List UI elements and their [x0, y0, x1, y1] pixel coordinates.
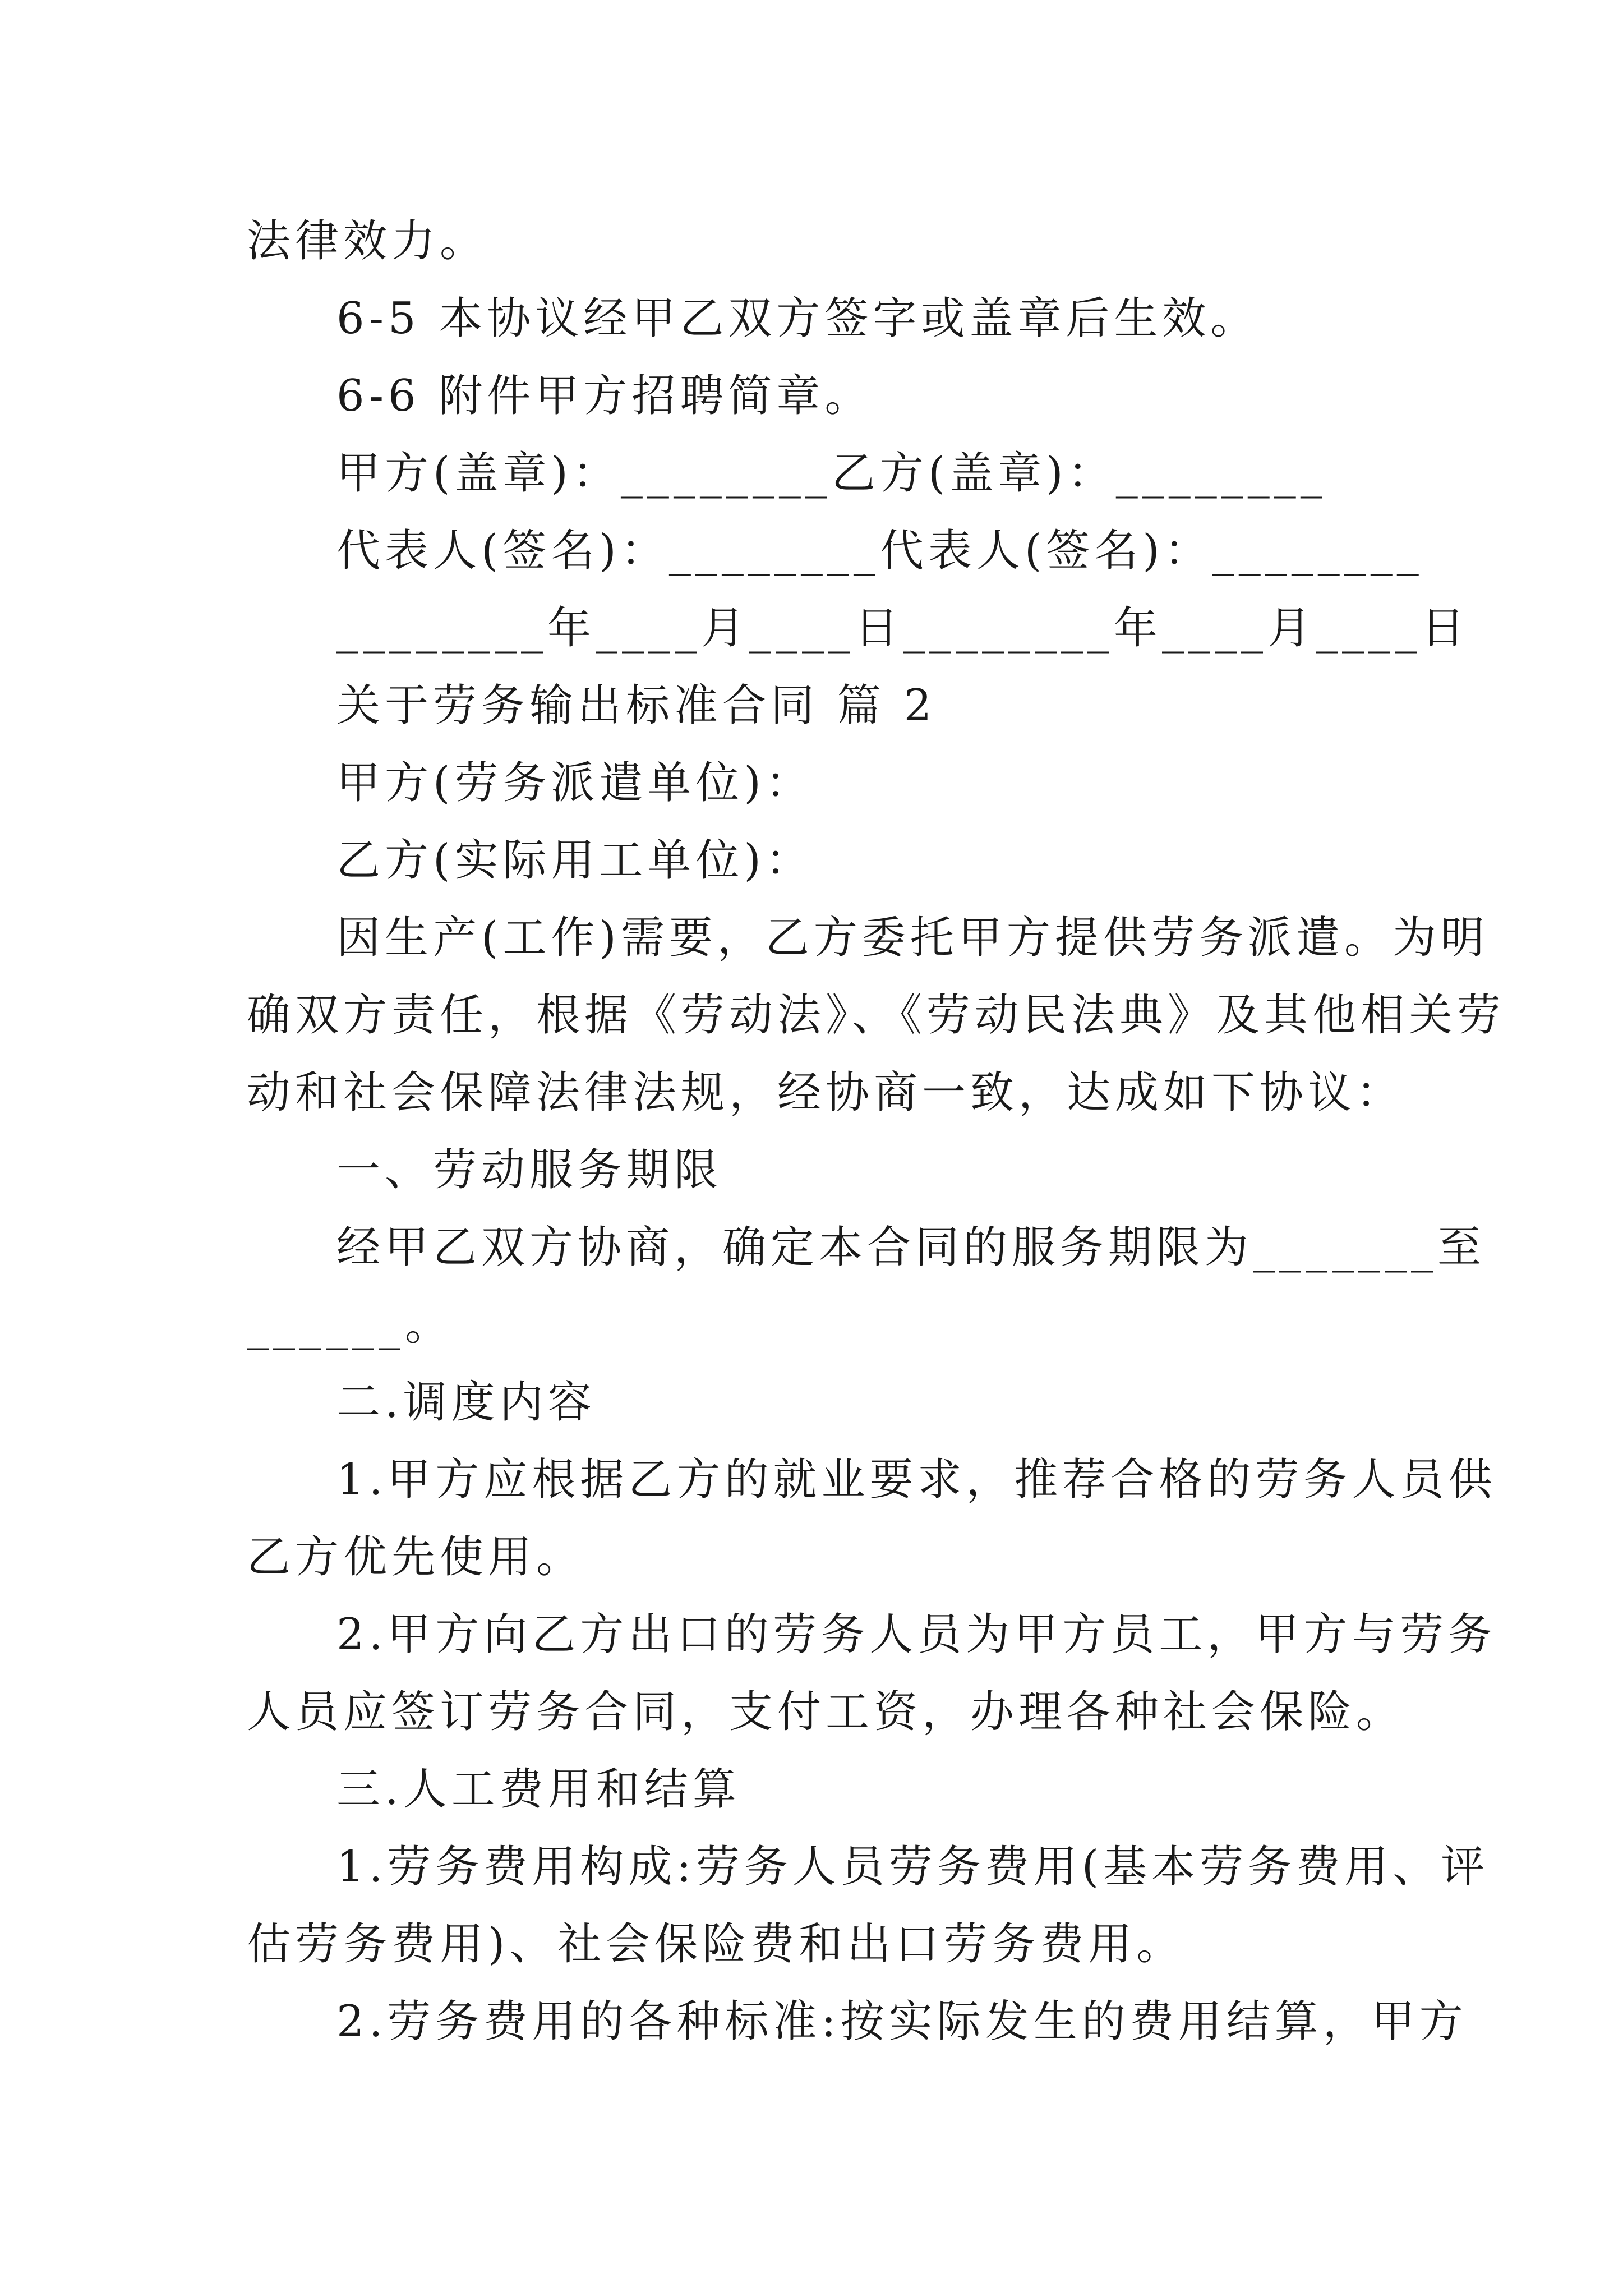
paragraph-line-20: 人员应签订劳务合同，支付工资，办理各种社会保险。 [247, 1687, 1405, 1737]
paragraph-line-23: 估劳务费用)、社会保险费和出口劳务费用。 [247, 1919, 1185, 1970]
paragraph-line-22: 1.劳务费用构成:劳务人员劳务费用(基本劳务费用、评 [336, 1842, 1490, 1892]
paragraph-line-14: 经甲乙双方协商，确定本合同的服务期限为_______至 [336, 1222, 1486, 1273]
party-a-line: 甲方(劳务派遣单位)： [336, 758, 814, 808]
signature-line-date: ________年____月____日________年____月____日 [336, 603, 1470, 654]
paragraph-line-18: 乙方优先使用。 [247, 1532, 585, 1582]
party-b-line: 乙方(实际用工单位)： [336, 835, 814, 886]
section-title: 关于劳务输出标准合同 篇 2 [336, 680, 937, 731]
paragraph-line-17: 1.甲方应根据乙方的就业要求，推荐合格的劳务人员供 [336, 1455, 1497, 1505]
paragraph-line-15: ______。 [247, 1300, 454, 1350]
paragraph-line-11: 确双方责任，根据《劳动法》、《劳动民法典》及其他相关劳 [247, 990, 1506, 1041]
heading-labor-cost: 三.人工费用和结算 [336, 1764, 741, 1815]
paragraph-line-24: 2.劳务费用的各种标准:按实际发生的费用结算，甲方 [336, 1996, 1468, 2047]
paragraph-line-3: 6-6 附件甲方招聘简章。 [336, 371, 873, 421]
paragraph-line-10: 因生产(工作)需要，乙方委托甲方提供劳务派遣。为明 [336, 913, 1489, 963]
paragraph-line-19: 2.甲方向乙方出口的劳务人员为甲方员工，甲方与劳务 [336, 1609, 1497, 1660]
paragraph-line-2: 6-5 本协议经甲乙双方签字或盖章后生效。 [336, 293, 1259, 344]
paragraph-line-1: 法律效力。 [247, 216, 488, 266]
signature-line-seal: 甲方(盖章)：________乙方(盖章)：________ [336, 448, 1327, 499]
heading-service-term: 一、劳动服务期限 [336, 1145, 723, 1195]
heading-dispatch-content: 二.调度内容 [336, 1377, 596, 1428]
paragraph-line-12: 动和社会保障法律法规，经协商一致，达成如下协议： [247, 1068, 1405, 1118]
signature-line-representative: 代表人(签名)：________代表人(签名)：________ [336, 526, 1423, 576]
